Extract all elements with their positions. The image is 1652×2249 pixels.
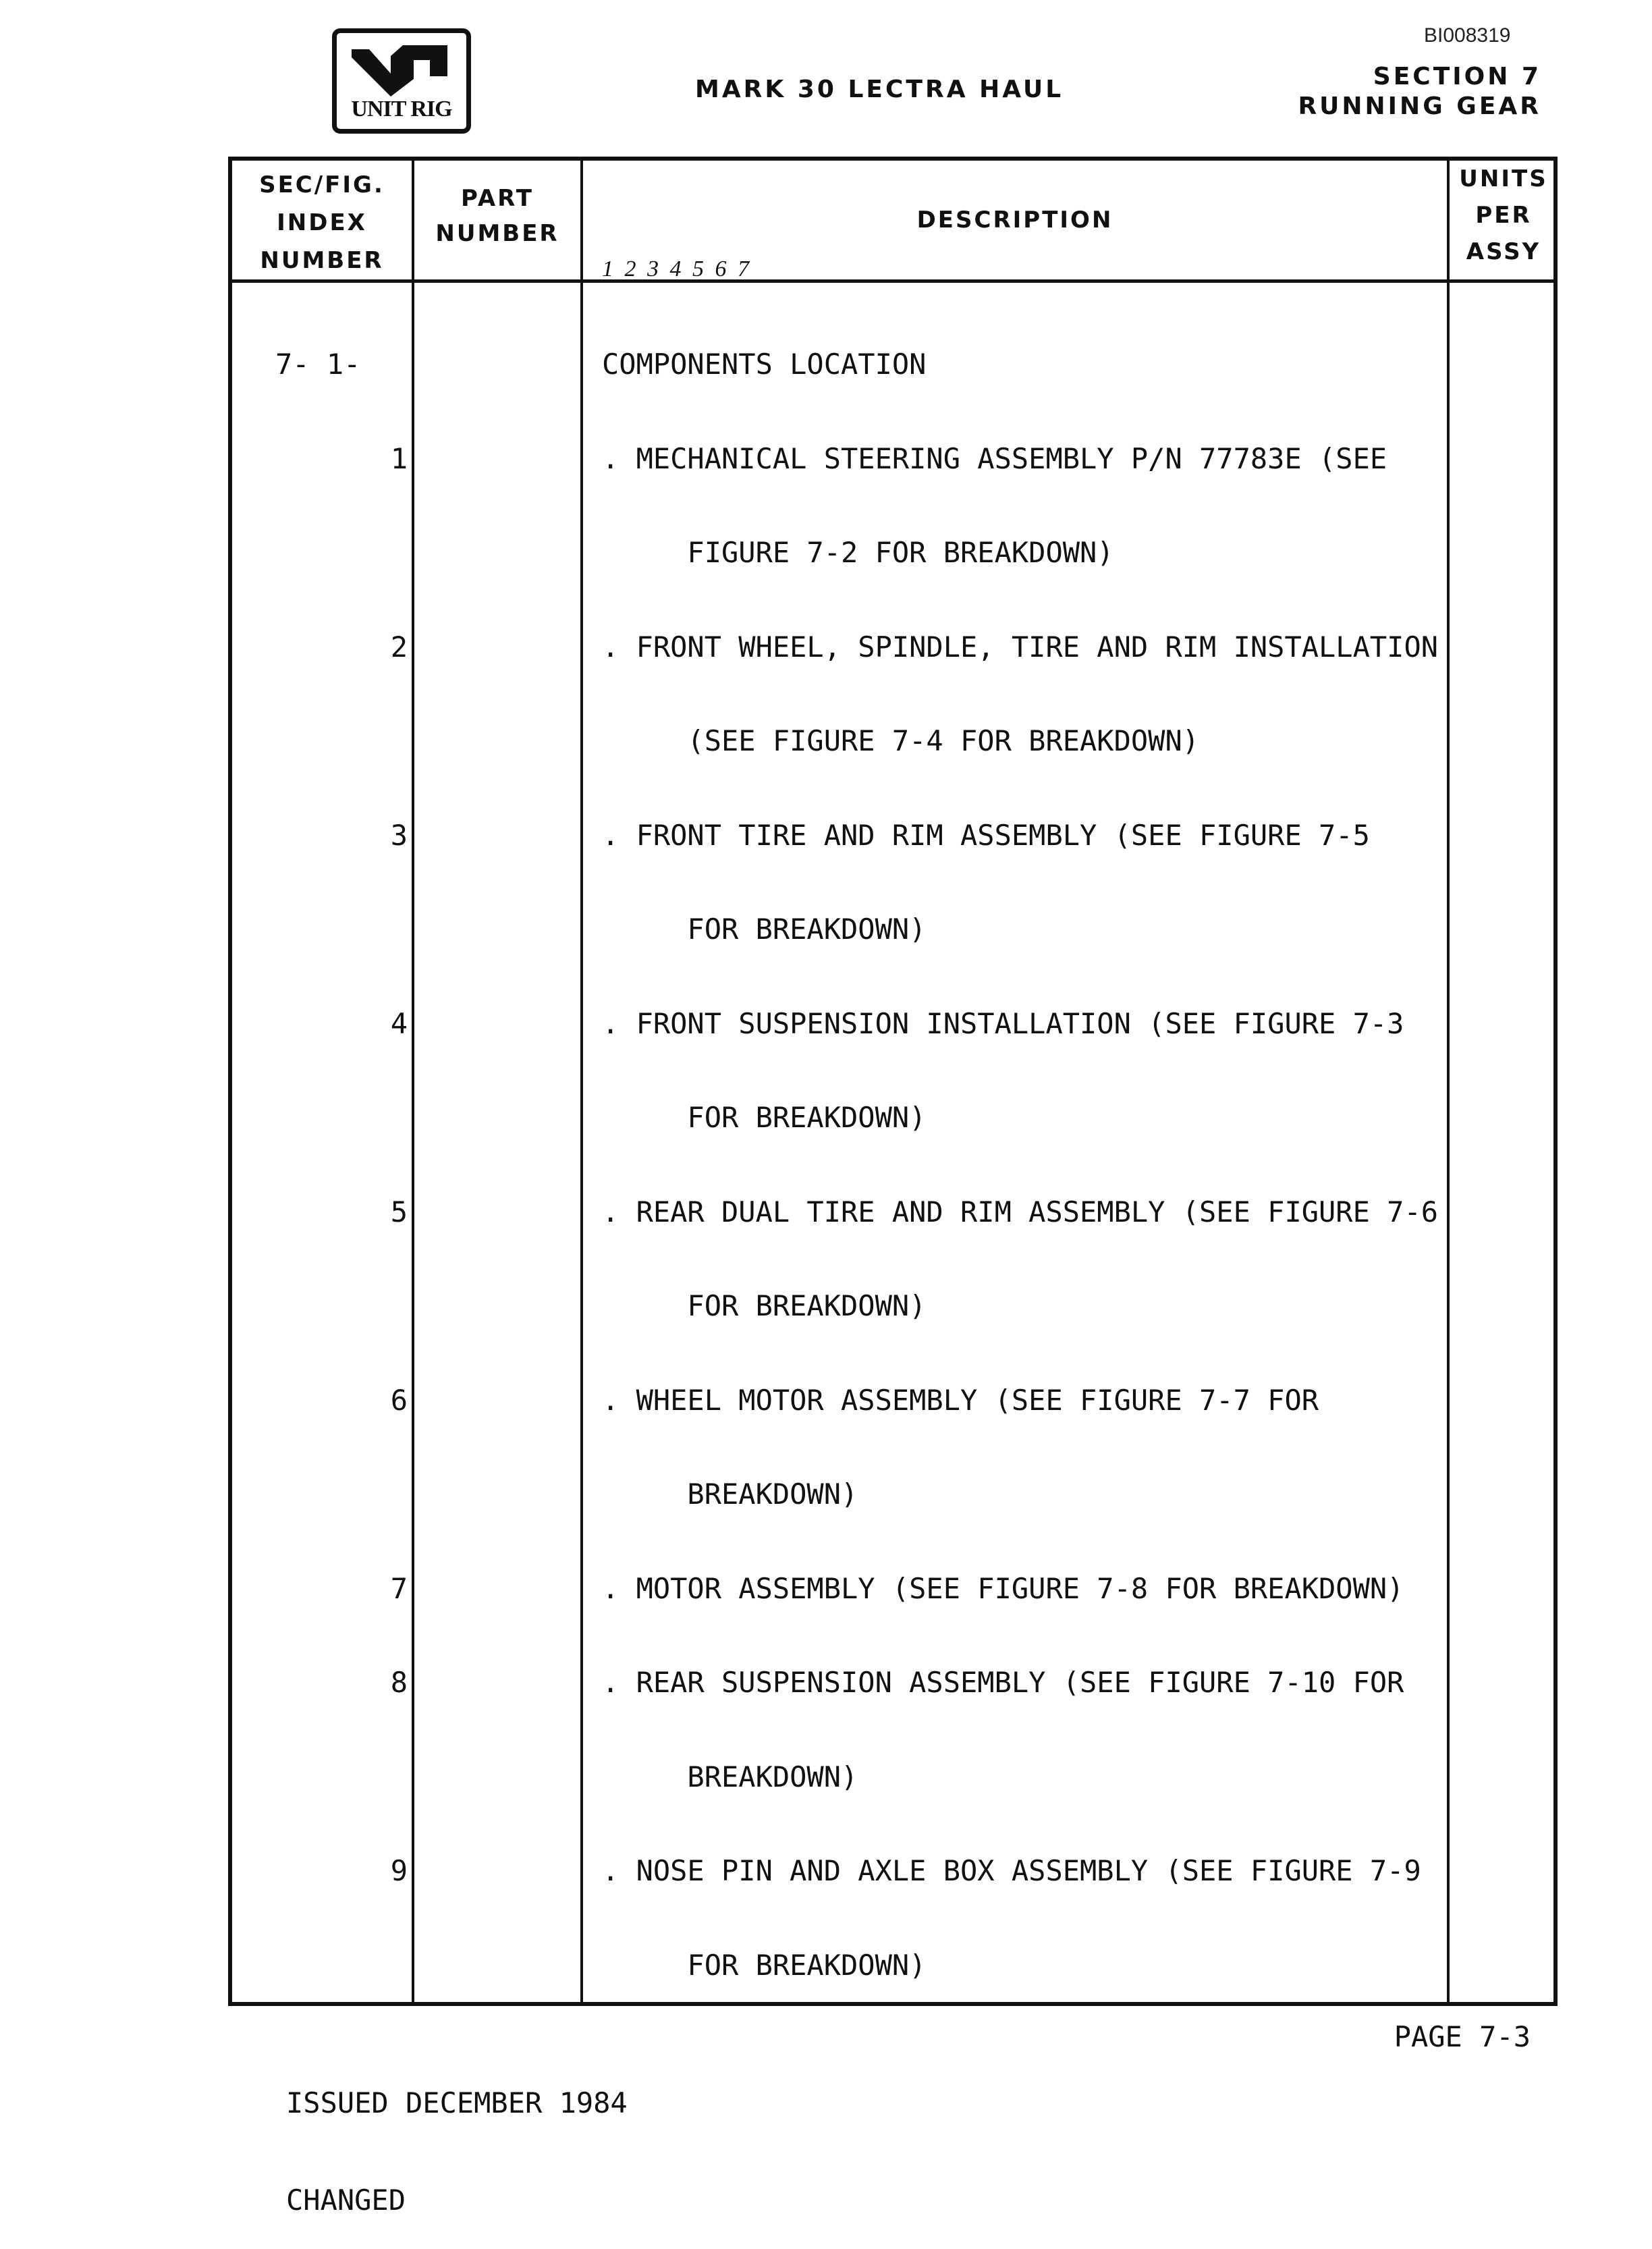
index-number: 2 — [390, 630, 408, 663]
column-divider — [1447, 161, 1450, 2002]
part-header-line: PART — [461, 185, 534, 212]
index-number: 7 — [390, 1571, 408, 1605]
logo-text: UNIT RIG — [351, 97, 452, 121]
index-number: 8 — [390, 1666, 408, 1699]
description-line: FOR BREAKDOWN) — [602, 1289, 927, 1322]
issued-date: ISSUED DECEMBER 1984 — [286, 2086, 628, 2119]
description-line: . MOTOR ASSEMBLY (SEE FIGURE 7-8 FOR BREAKDOWN) — [602, 1571, 1404, 1605]
description-line: . WHEEL MOTOR ASSEMBLY (SEE FIGURE 7-7 FOR — [602, 1383, 1319, 1417]
description-line: FIGURE 7-2 FOR BREAKDOWN) — [602, 536, 1114, 569]
description-line: . FRONT WHEEL, SPINDLE, TIRE AND RIM INSTALLATION — [602, 630, 1439, 663]
section-heading — [1298, 62, 1541, 121]
index-header-line: SEC/FIG. — [259, 171, 385, 198]
section-title: RUNNING GEAR — [1298, 92, 1541, 120]
units-header-line: PER — [1475, 202, 1532, 229]
index-header-line: NUMBER — [260, 247, 384, 274]
document-id: BI008319 — [1424, 24, 1511, 47]
units-column-header — [1450, 161, 1558, 270]
description-line: . REAR DUAL TIRE AND RIM ASSEMBLY (SEE FIGURE 7-6 — [602, 1195, 1439, 1228]
manual-title: MARK 30 LECTRA HAUL — [695, 76, 1064, 103]
description-line: FOR BREAKDOWN) — [602, 913, 927, 946]
unit-rig-logo — [332, 28, 471, 134]
part-number-column-header — [414, 181, 580, 251]
index-number: 6 — [390, 1383, 408, 1417]
description-column-header: DESCRIPTION — [916, 207, 1113, 234]
units-header-line: ASSY — [1466, 238, 1541, 265]
description-line: BREAKDOWN) — [602, 1760, 858, 1793]
description-line: . NOSE PIN AND AXLE BOX ASSEMBLY (SEE FIGURE 7-9 — [602, 1854, 1421, 1887]
header-divider — [232, 279, 1553, 283]
figure-reference: 7- 1- — [275, 348, 361, 381]
index-column-header — [232, 166, 412, 279]
description-line: . REAR SUSPENSION ASSEMBLY (SEE FIGURE 7-10 FOR — [602, 1666, 1404, 1699]
description-line: FOR BREAKDOWN) — [602, 1101, 927, 1134]
index-number: 4 — [390, 1006, 408, 1040]
index-number: 5 — [390, 1195, 408, 1228]
description-line: (SEE FIGURE 7-4 FOR BREAKDOWN) — [602, 724, 1200, 757]
index-number: 9 — [390, 1854, 408, 1887]
unit-rig-logo-mark — [349, 43, 457, 103]
parts-table — [228, 157, 1558, 2006]
description-column — [602, 286, 1438, 2044]
column-divider — [580, 161, 583, 2002]
changed-label: CHANGED — [286, 2184, 406, 2217]
index-number: 3 — [390, 818, 408, 852]
description-line: . FRONT SUSPENSION INSTALLATION (SEE FIGURE 7-3 — [602, 1006, 1404, 1040]
indent-level-numbers: 1 2 3 4 5 6 7 — [602, 256, 749, 281]
description-line: BREAKDOWN) — [602, 1478, 858, 1511]
description-line: . MECHANICAL STEERING ASSEMBLY P/N 77783E (SEE — [602, 441, 1387, 475]
page-number: PAGE 7-3 — [1394, 2020, 1531, 2053]
index-header-line: INDEX — [277, 209, 367, 236]
units-header-line: UNITS — [1459, 165, 1548, 192]
description-line: . FRONT TIRE AND RIM ASSEMBLY (SEE FIGURE 7-5 — [602, 818, 1370, 852]
issue-info — [286, 2022, 628, 2249]
index-number-column — [266, 286, 408, 1950]
description-line: FOR BREAKDOWN) — [602, 1948, 927, 1982]
group-title: COMPONENTS LOCATION — [602, 348, 927, 381]
column-divider — [412, 161, 414, 2002]
part-header-line: NUMBER — [435, 220, 559, 247]
index-number: 1 — [390, 441, 408, 475]
section-number: SECTION 7 — [1373, 63, 1541, 90]
